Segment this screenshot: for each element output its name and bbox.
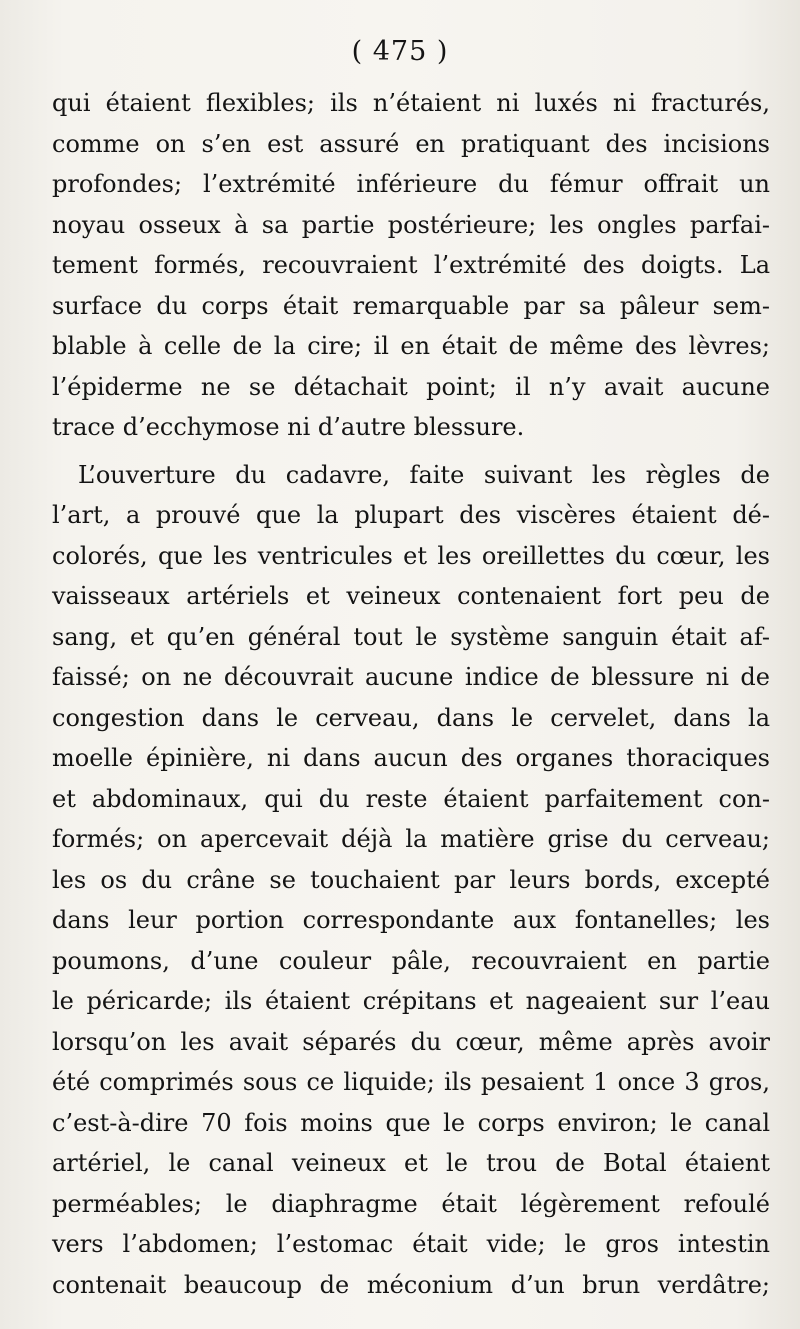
page-number: ( 475 ) — [351, 36, 449, 67]
text-line: c’est-à-dire 70 fois moins que le corps environ; le canal — [52, 1108, 770, 1137]
text-line: vaisseaux artériels et veineux contenaient fort peu de — [52, 582, 770, 610]
text-line: l’épiderme ne se détachait point; il n’y avait aucune — [52, 372, 770, 401]
text-line: comme on s’en est assuré en pratiquant des incisions — [52, 129, 770, 158]
text-line: profondes; l’extrémité inférieure du fémur offrait un — [52, 170, 770, 198]
text-line: tement formés, recouvraient l’extrémité des doigts. La — [52, 251, 770, 279]
paragraph-1 — [52, 83, 770, 448]
text-line: dans leur portion correspondante aux fontanelles; les — [52, 906, 770, 934]
text-line: congestion dans le cerveau, dans le cervelet, dans la — [52, 703, 770, 732]
body-text — [52, 83, 770, 1305]
text-line: blable à celle de la cire; il en était de même des lèvres; — [52, 332, 770, 360]
text-line: noyau osseux à sa partie postérieure; les ongles parfai- — [52, 210, 770, 239]
text-line: lorsqu’on les avait séparés du cœur, même après avoir — [52, 1027, 770, 1056]
text-line: qui étaient flexibles; ils n’étaient ni luxés ni fracturés, — [52, 89, 770, 117]
text-line: L’ouverture du cadavre, faite suivant les règles de — [78, 460, 770, 489]
text-line: contenait beaucoup de méconium d’un brun verdâtre; — [52, 1270, 770, 1299]
text-line: trace d’ecchymose ni d’autre blessure. — [52, 413, 525, 441]
paragraph-gap — [52, 448, 770, 455]
text-line: vers l’abdomen; l’estomac était vide; le gros intestin — [52, 1230, 770, 1258]
text-line: le péricarde; ils étaient crépitans et nageaient sur l’eau — [52, 987, 770, 1015]
text-line: poumons, d’une couleur pâle, recouvraient en partie — [52, 946, 770, 975]
text-line: surface du corps était remarquable par sa pâleur sem- — [52, 291, 770, 320]
text-line: et abdominaux, qui du reste étaient parfaitement con- — [52, 784, 770, 813]
text-line: faissé; on ne découvrait aucune indice de blessure ni de — [52, 663, 770, 691]
text-line: perméables; le diaphragme était légèrement refoulé — [52, 1189, 770, 1218]
text-line: l’art, a prouvé que la plupart des viscères étaient dé- — [52, 501, 770, 529]
text-line: artériel, le canal veineux et le trou de Botal étaient — [52, 1149, 770, 1177]
text-line: colorés, que les ventricules et les oreillettes du cœur, les — [52, 541, 770, 570]
text-line: été comprimés sous ce liquide; ils pesaient 1 once 3 gros, — [52, 1068, 770, 1096]
text-line: formés; on apercevait déjà la matière grise du cerveau; — [52, 825, 770, 853]
text-line: moelle épinière, ni dans aucun des organes thoraciques — [52, 744, 770, 772]
text-line: les os du crâne se touchaient par leurs bords, excepté — [52, 865, 770, 894]
text-line: sang, et qu’en général tout le système sanguin était af- — [52, 622, 770, 651]
paragraph-2 — [52, 455, 770, 1306]
